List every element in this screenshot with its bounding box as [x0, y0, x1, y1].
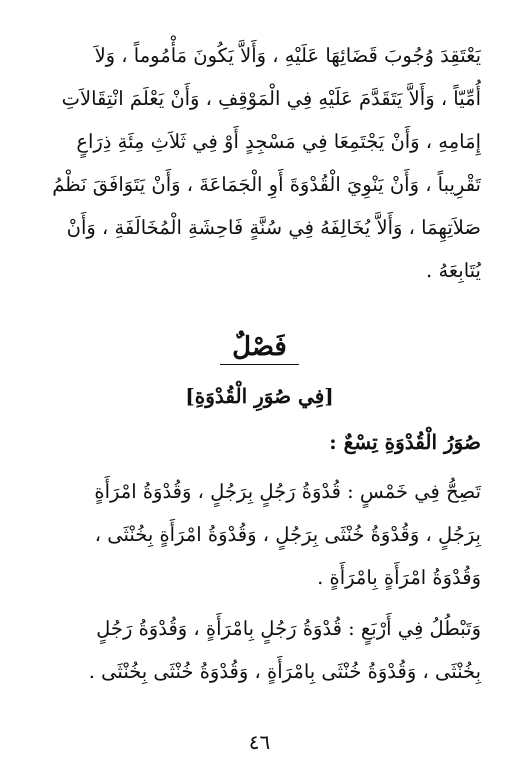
- intro-line: صُوَرُ الْقُدْوَةِ تِسْعٌ :: [329, 430, 481, 454]
- text-line: تَقْرِيباً ، وَأَنْ يَنْوِيَ الْقُدْوَةَ أَوِ الْجَمَاعَةَ ، وَأَنْ يَتَوَافَقَ نَظْمُ: [52, 173, 481, 196]
- section-subtitle: [فِي صُوَرِ الْقُدْوَةِ]: [185, 384, 334, 408]
- text-line: بِرَجُلٍ ، وَقُدْوَةُ خُنْثَى بِرَجُلٍ ، وَقُدْوَةُ امْرَأَةٍ بِخُنْثَى ،: [94, 523, 481, 546]
- page-number: ٤٦: [248, 730, 271, 754]
- text-line: صَلاَتِهِمَا ، وَأَلاَّ يُخَالِفَهُ فِي سُنَّةٍ فَاحِشَةِ الْمُخَالَفَةِ ، وَأَنْ: [66, 216, 481, 239]
- text-line: وَقُدْوَةُ امْرَأَةٍ بِامْرَأَةٍ .: [317, 566, 481, 589]
- section-heading-text: فَصْلٌ: [220, 330, 299, 365]
- text-line: بِخُنْثَى ، وَقُدْوَةُ خُنْثَى بِامْرَأَةٍ ، وَقُدْوَةُ خُنْثَى بِخُنْثَى .: [88, 660, 481, 683]
- section-heading: [0, 330, 519, 365]
- text-line: يَعْتَقِدَ وُجُوبَ قَضَائِهَا عَلَيْهِ ، وَأَلاَّ يَكُونَ مَأْمُوماً ، وَلاَ: [94, 44, 481, 67]
- text-line: وَتَبْطُلُ فِي أَرْبَعٍ : قُدْوَةُ رَجُلٍ بِامْرَأَةٍ ، وَقُدْوَةُ رَجُلٍ: [96, 617, 481, 640]
- text-line: يُتَابِعَهُ .: [426, 259, 481, 282]
- text-line: تَصِحُّ فِي خَمْسٍ : قُدْوَةُ رَجُلٍ بِرَجُلٍ ، وَقُدْوَةُ امْرَأَةٍ: [94, 480, 481, 503]
- paragraph-conditions: [42, 34, 481, 292]
- text-line: إِمَامِهِ ، وَأَنْ يَجْتَمِعَا فِي مَسْجِدٍ أَوْ فِي ثَلاَثِ مِئَةِ ذِرَاعٍ: [76, 130, 481, 153]
- paragraph-valid-cases: [42, 470, 481, 599]
- text-line: أُمِّيّاً ، وَأَلاَّ يَتَقَدَّمَ عَلَيْهِ فِي الْمَوْقِفِ ، وَأَنْ يَعْلَمَ انْتِقَالاَتِ: [61, 87, 481, 110]
- paragraph-invalid-cases: [42, 607, 481, 693]
